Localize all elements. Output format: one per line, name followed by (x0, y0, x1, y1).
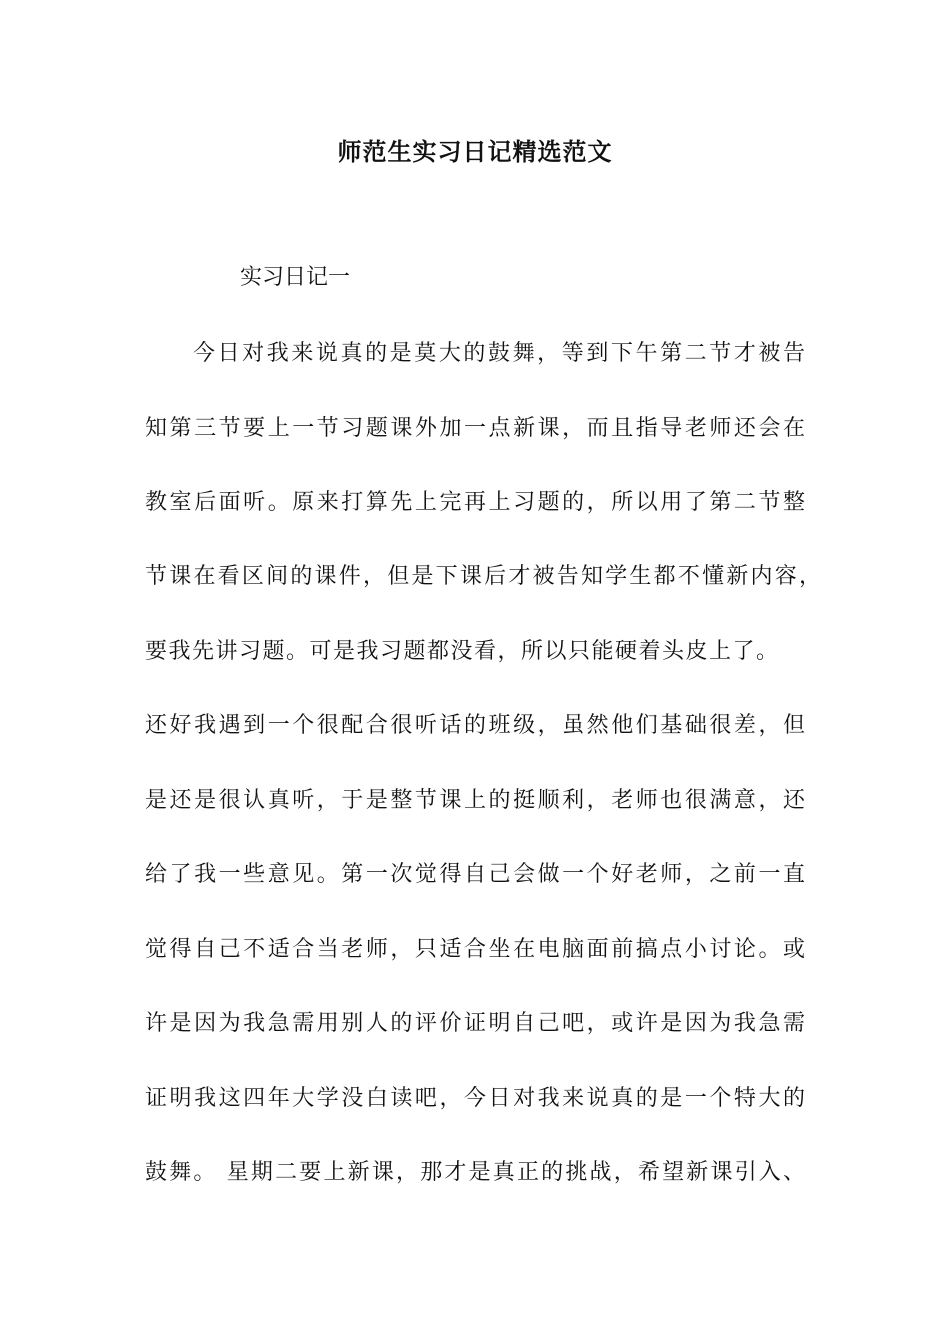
document-title: 师范生实习日记精选范文 (337, 137, 613, 166)
paragraph-line: 给了我一些意见。第一次觉得自己会做一个好老师，之前一直 (145, 862, 805, 887)
paragraph-line: 要我先讲习题。可是我习题都没看，所以只能硬着头皮上了。 (145, 639, 780, 664)
paragraph-line: 是还是很认真听，于是整节课上的挺顺利，老师也很满意，还 (145, 788, 805, 813)
paragraph-line: 节课在看区间的课件，但是下课后才被告知学生都不懂新内容， (145, 564, 821, 589)
paragraph-line: 证明我这四年大学没白读吧，今日对我来说真的是一个特大的 (145, 1086, 805, 1111)
section-heading: 实习日记一 (240, 265, 351, 290)
paragraph-line: 还好我遇到一个很配合很听话的班级，虽然他们基础很差，但 (145, 713, 805, 738)
paragraph-line: 知第三节要上一节习题课外加一点新课，而且指导老师还会在 (145, 416, 805, 441)
paragraph-line: 今日对我来说真的是莫大的鼓舞，等到下午第二节才被告 (193, 341, 805, 366)
paragraph-line: 教室后面听。原来打算先上完再上习题的，所以用了第二节整 (145, 490, 805, 515)
paragraph-line: 许是因为我急需用别人的评价证明自己吧，或许是因为我急需 (145, 1011, 805, 1036)
paragraph-line: 觉得自己不适合当老师，只适合坐在电脑面前搞点小讨论。或 (145, 937, 805, 962)
paragraph-line: 鼓舞。 星期二要上新课，那才是真正的挑战，希望新课引入、 (145, 1160, 805, 1185)
